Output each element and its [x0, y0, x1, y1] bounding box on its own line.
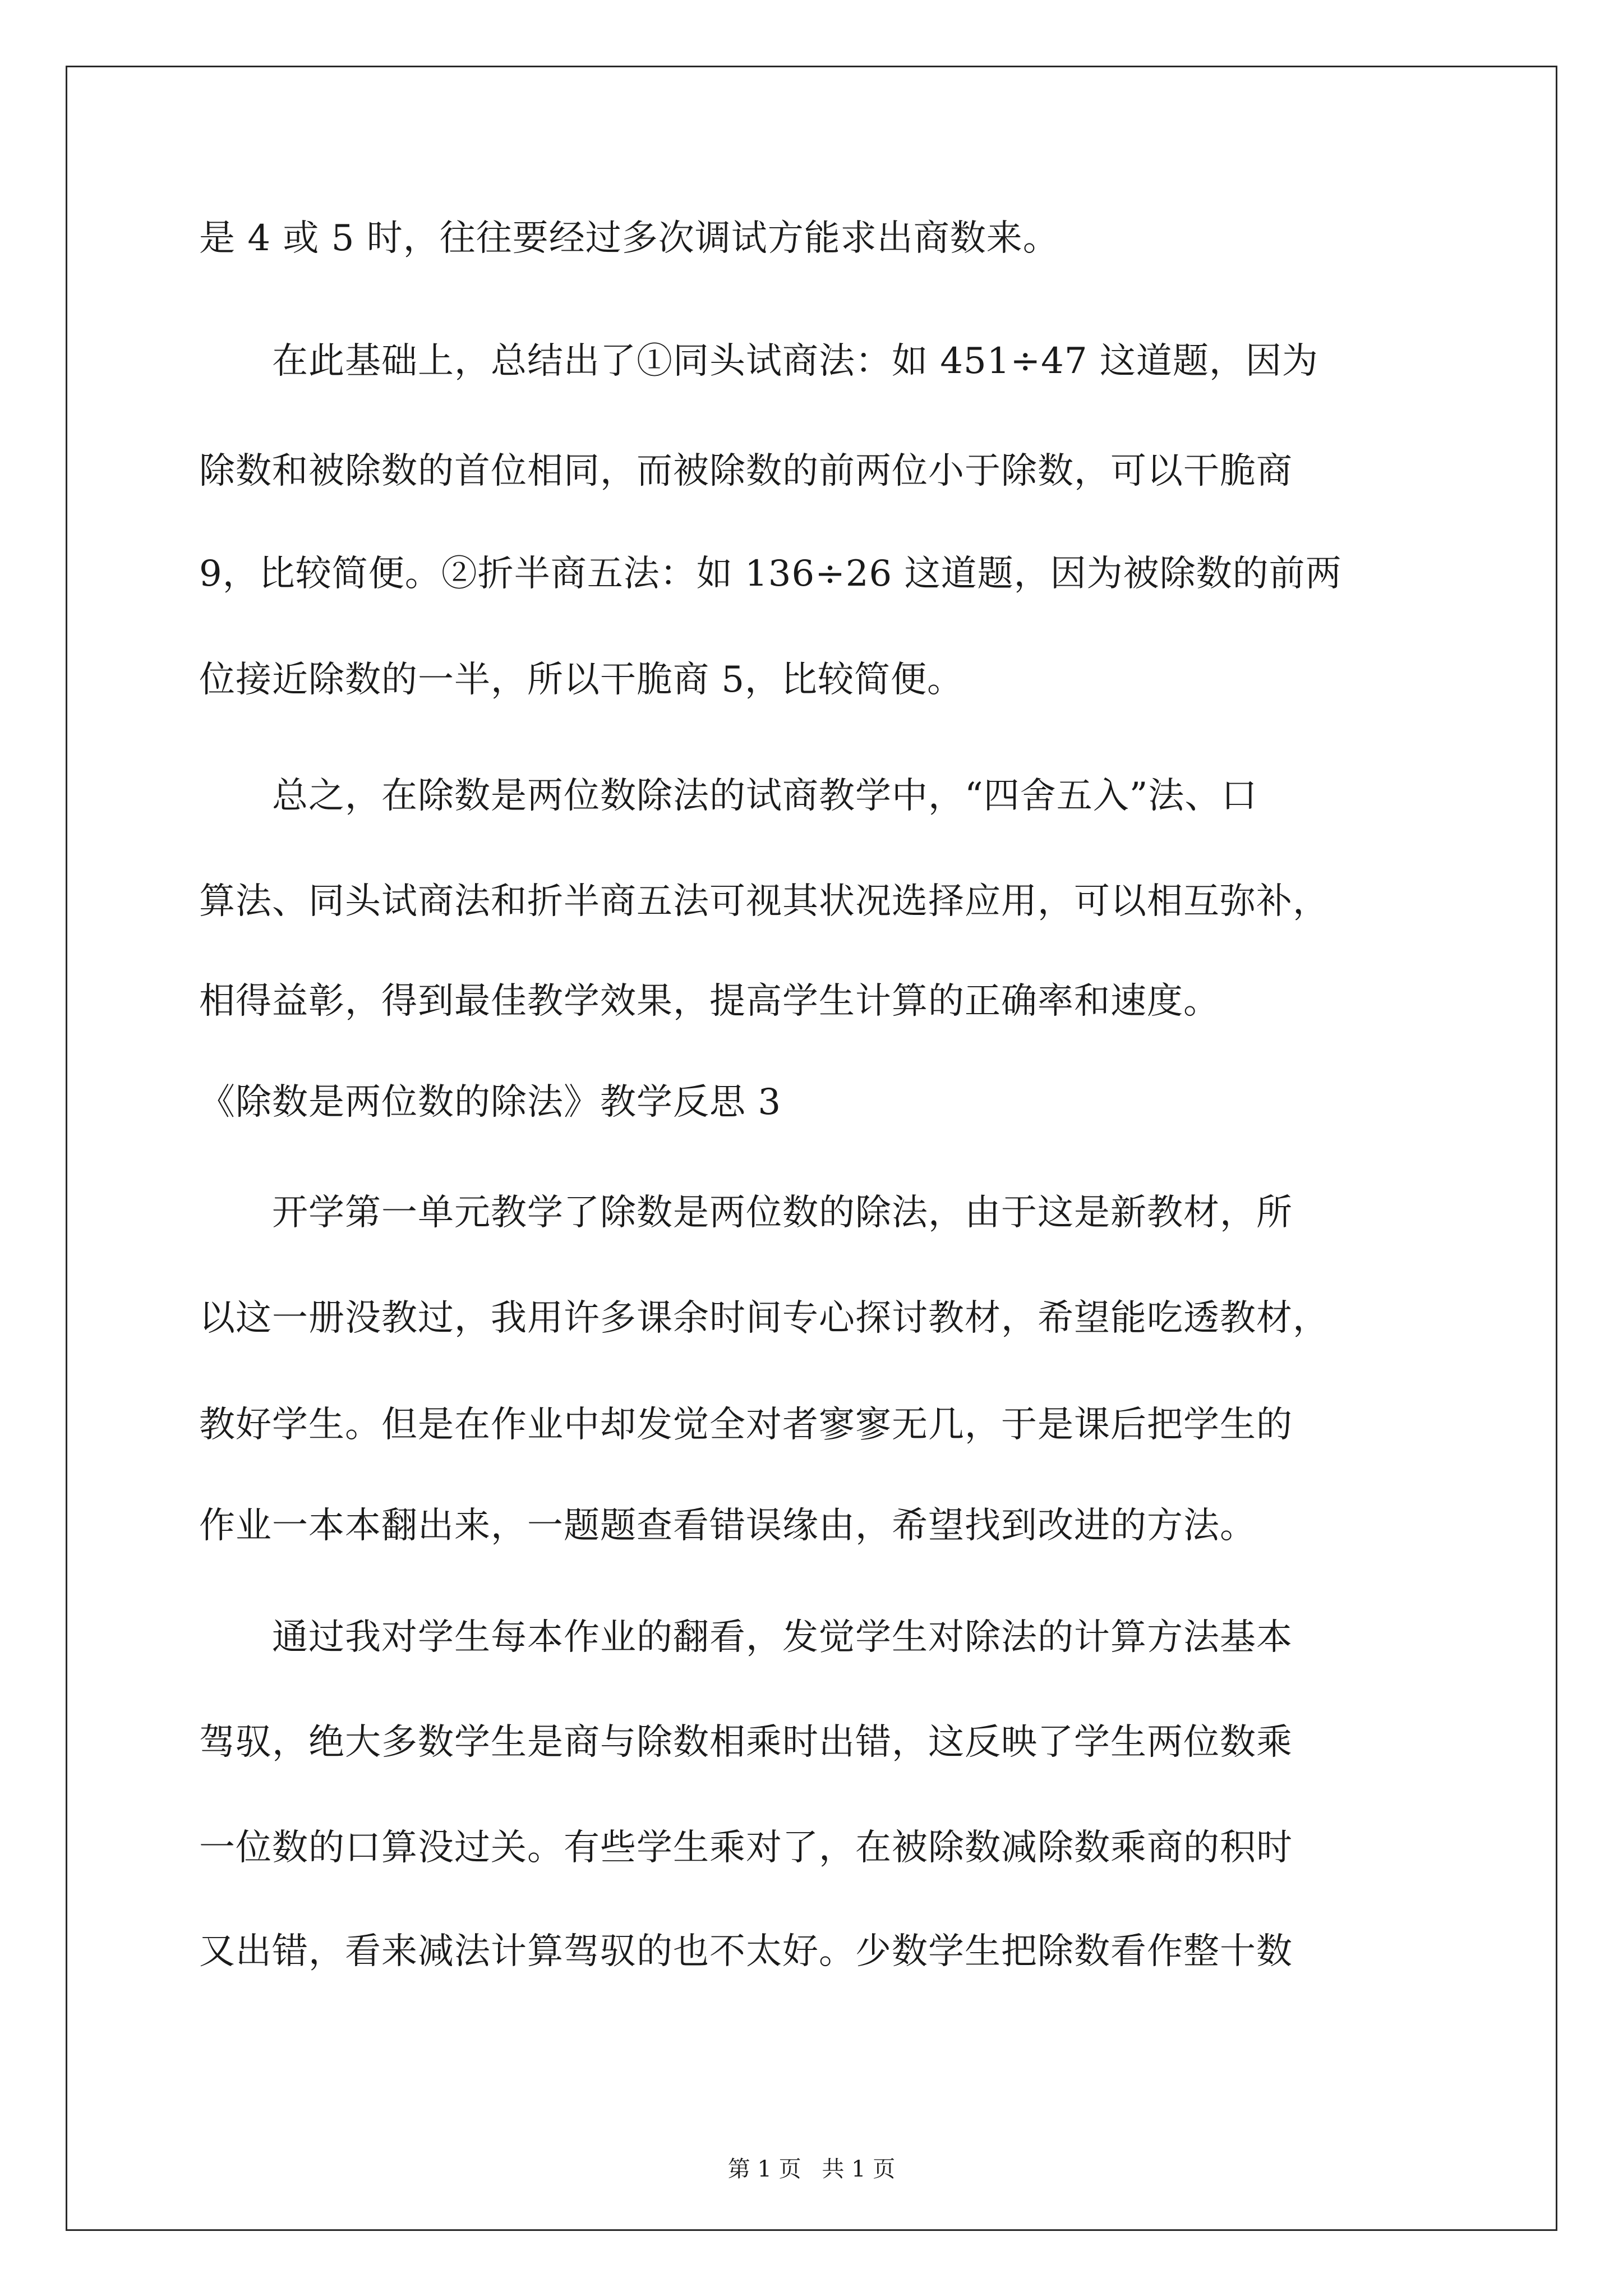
page-number: 第 1 页 [727, 2156, 801, 2182]
text-line: 算法、同头试商法和折半商五法可视其状况选择应用，可以相互弥补， [199, 881, 1329, 922]
text-line: 在此基础上，总结出了①同头试商法：如 451÷47 这道题，因为 [199, 341, 1318, 382]
text-line: 9，比较简便。②折半商五法：如 136÷26 这道题，因为被除数的前两 [199, 553, 1342, 595]
text-line: 相得益彰，得到最佳教学效果，提高学生计算的正确率和速度。 [199, 981, 1220, 1022]
text-line: 位接近除数的一半，所以干脆商 5，比较简便。 [199, 659, 964, 701]
text-line: 一位数的口算没过关。有些学生乘对了，在被除数减除数乘商的积时 [199, 1827, 1293, 1869]
page-total: 共 1 页 [822, 2156, 896, 2182]
text-line: 总之，在除数是两位数除法的试商教学中，“四舍五入”法、口 [199, 775, 1258, 817]
text-line: 除数和被除数的首位相同，而被除数的前两位小于除数，可以干脆商 [199, 450, 1293, 492]
text-line: 通过我对学生每本作业的翻看，发觉学生对除法的计算方法基本 [199, 1617, 1293, 1658]
text-line: 是 4 或 5 时，往往要经过多次调试方能求出商数来。 [199, 218, 1059, 259]
page-border [66, 66, 1557, 2231]
text-line: 又出错，看来减法计算驾驭的也不太好。少数学生把除数看作整十数 [199, 1931, 1293, 1972]
text-line: 作业一本本翻出来，一题题查看错误缘由，希望找到改进的方法。 [199, 1505, 1256, 1547]
text-line: 驾驭，绝大多数学生是商与除数相乘时出错，这反映了学生两位数乘 [199, 1722, 1293, 1763]
text-line: 教好学生。但是在作业中却发觉全对者寥寥无几，于是课后把学生的 [199, 1404, 1293, 1446]
text-line: 以这一册没教过，我用许多课余时间专心探讨教材，希望能吃透教材， [199, 1297, 1329, 1339]
text-line: 开学第一单元教学了除数是两位数的除法，由于这是新教材，所 [199, 1192, 1293, 1234]
section-heading: 《除数是两位数的除法》教学反思 3 [199, 1082, 782, 1123]
page-footer [0, 2155, 1623, 2183]
